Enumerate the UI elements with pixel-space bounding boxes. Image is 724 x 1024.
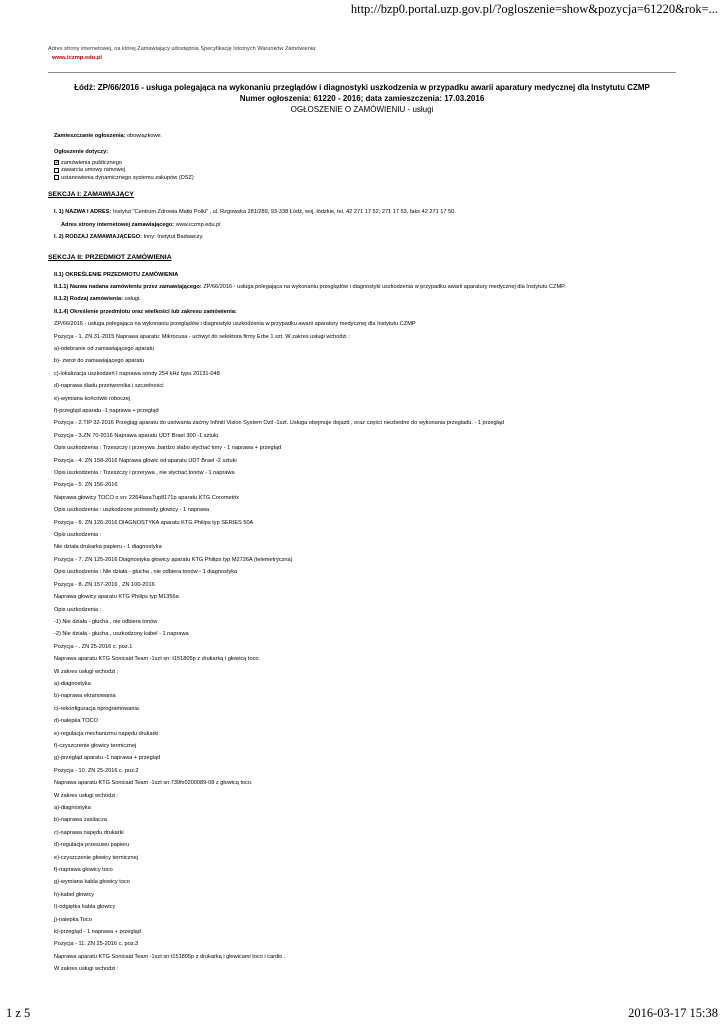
section2-heading: SEKCJA II: PRZEDMIOT ZAMÓWIENIA <box>48 253 172 261</box>
scope-line: Opis uszkodzenia : Nie działa - głucha , nie odbiera tonów - 1 diagnostyka <box>54 569 238 576</box>
siwz-url-link[interactable]: www.iczmp.edu.pl <box>52 55 103 61</box>
page-number: 1 z 5 <box>6 1006 31 1020</box>
scope-line: e)-regulacja mechanizmu napędu drukarki <box>54 730 159 737</box>
web-label: Adres strony internetowej zamawiającego: <box>61 221 175 228</box>
scope-line: ZP/66/2016 - usługa polegająca na wykonaniu przeglądów i diagnostyki uszkodzenia w przypadku awarii aparatury medycznej dla Instytutu CZMP <box>54 321 416 328</box>
ii12-row <box>54 293 674 305</box>
scope-line: Pozycja - 2.TIP 32-2016 Przegląg aparatu do usówania zaćmy Infiniti Vision System Ozil -1szt. Usługa obejmuje dojazd , oraz części niezbedne do wykonania przegladu. - 1 przegląd <box>54 420 505 427</box>
checkbox-checked-icon <box>54 160 59 165</box>
scope-line: c)-naprawa napędu drukarki <box>54 829 124 836</box>
scope-line: a)-diagnostyka <box>54 680 91 687</box>
scope-line: k)-przegląd - 1 naprawa + przegląd <box>54 929 141 936</box>
scope-line: Opis uszkodzenia : <box>54 532 102 539</box>
scope-line: W zakres usługi wchodzi : <box>54 792 119 799</box>
title-line2: Numer ogłoszenia: 61220 - 2016; data zamieszczenia: 17.03.2016 <box>239 94 485 103</box>
header-divider <box>48 72 676 73</box>
print-datetime: 2016-03-17 15:38 <box>628 1006 718 1020</box>
scope-line: Naprawa głowicy aparatu KTG Philips typ M1356a <box>54 594 179 601</box>
concerns-label: Ogłoszenie dotyczy: <box>54 149 109 156</box>
scope-line: e)-wymiana końcówki roboczej <box>54 395 131 402</box>
scope-line: Naprawa aparatu KTG Sonicaid Team -1szt sn:739fx0200089-08 z głowicą toco. <box>54 780 253 787</box>
concerns-option <box>54 174 674 182</box>
concerns-option <box>54 166 674 174</box>
scope-line: Naprawa głowicy TOCO o sn: 2264laxa7up8171p aparatu KTG Corometrix <box>54 494 240 501</box>
scope-line: Pozycja - . ZN 25-2016 c. poz.1 <box>54 643 133 650</box>
scope-line: Pozycja - 4. ZN 158-2016 Naprawa głowic od aparatu UDT Brael -2 sztuki <box>54 457 237 464</box>
checkbox-empty-icon <box>54 168 59 173</box>
scope-line: Pozycja - 10. ZN 25-2016 c. poz.2 <box>54 767 139 774</box>
scope-line: W zakres usługi wchodzi : <box>54 668 119 675</box>
section1-heading: SEKCJA I: ZAMAWIAJĄCY <box>48 191 134 199</box>
scope-line: Pozycja - 8. ZN 157-2016 , ZN 100-2016 <box>54 581 155 588</box>
i1-row <box>54 206 674 218</box>
scope-line: Opis uszkodzenia : Trzeszczy i przerywa ,bardzo słabo słychać tony - 1 naprawa + przegląd <box>54 445 282 452</box>
scope-line: f)-przegląd aparatu -1 naprawa + przegląd <box>54 408 159 414</box>
scope-line: f)-naprawa głowicy toco <box>54 867 113 874</box>
ii14-label: II.1.4) Określenie przedmiotu oraz wielkości lub zakresu zamówienia: <box>54 308 237 315</box>
scope-line: b)-naprawa ekranowania <box>54 693 116 700</box>
scope-line: d)-nalepka TOCO <box>54 718 98 725</box>
concerns-option <box>54 159 674 167</box>
notice-title <box>48 82 676 115</box>
scope-line: b)- zwrot do zamawiającego aparatu <box>54 358 145 365</box>
ii11-row <box>54 281 674 293</box>
scope-line: Pozycja - 11. ZN 25-2016 c. poz.3 <box>54 941 139 948</box>
scope-line: Pozycja - 7. ZN 125-2016 Diagnostyka głowicy aparatu KTG Philips typ M2726A (telemetryczna) <box>54 556 293 563</box>
scope-line: Naprawa aparatu KTG Sonicaid Team -1szt sn:t151805p z drukarką i głowicami toco i cardio . <box>54 953 286 960</box>
scope-line: Opis uszkodzenia : uszkodzone przewody głowicy - 1 naprawa <box>54 507 210 514</box>
scope-line: Opis uszkodzenia : <box>54 606 102 613</box>
scope-line: Pozycja - 6. ZN 126-2016 DIAGNOSTYKA aparatu KTG Philips typ SERIES 50A <box>54 519 254 526</box>
ii1-heading: II.1) OKREŚLENIE PRZEDMIOTU ZAMÓWIENIA <box>54 271 179 278</box>
scope-line: a)-odebranie od zamawiającego aparatu <box>54 345 155 352</box>
scope-line: c)-lokalizacja uszkodzeń I naprawa sondy 254 kHz typu 20131-048 <box>54 370 220 377</box>
notice-body <box>48 130 674 976</box>
scope-line: I)-odgiętka kabla głowicy <box>54 904 116 911</box>
scope-line: W zakres usługi wchodzi : <box>54 966 119 973</box>
scope-line: Pozycja - 1. ZN 31-2015 Naprawa aparatu: Mikrocusa - uchwyt do selektora firmy Erbe 1 szt. W zakres usługi wchodzi : <box>54 333 350 340</box>
scope-line: d)-naprawa śladu przetwornika i szczelności <box>54 383 164 390</box>
web-value: www.iczmp.edu.pl <box>175 221 221 228</box>
concerns-option-label: zawarcia umowy ramowej <box>61 167 126 174</box>
scope-line: Pozycja - 5. ZN 156-2016 <box>54 482 118 489</box>
scope-line: g)-przegląd aparatu -1 naprawa + przegląd <box>54 755 161 762</box>
scope-line: j)-nalepka Toco <box>54 916 92 923</box>
scope-line: Nie działa drukarka papieru - 1 diagnostyka <box>54 544 162 551</box>
siwz-note: Adres strony internetowej, na której Zamawiający udostępnia Specyfikację Istotnych Warunków Zamówienia: <box>48 46 317 52</box>
i1-value: Instytut "Centrum Zdrowia Matki Polki" , ul. Rzgowska 281/289, 93-338 Łódź, woj. łódzkie, tel. 42 271 17 52; 271 17 53, faks 42 271 17 50. <box>112 209 456 216</box>
scope-line: d)-regulacja przesuwu papieru <box>54 842 130 849</box>
scope-line: c)-rekonfiguracja oprogramowania <box>54 705 139 712</box>
scope-line: -1) Nie działa - głucha , nie odbiera tonów <box>54 618 158 625</box>
ii12-value: usługi. <box>124 296 141 303</box>
checkbox-empty-icon <box>54 175 59 180</box>
i1-label: I. 1) NAZWA I ADRES: <box>54 209 112 216</box>
i2-label: I. 2) RODZAJ ZAMAWIAJĄCEGO: <box>54 234 142 241</box>
title-line1: Łódź: ZP/66/2016 - usługa polegająca na wykonaniu przeglądów i diagnostyki uszkodzenia w przypadku awarii aparatury medycznej dla Instytutu CZMP <box>74 83 650 92</box>
scope-line: -2) Nie działa - głucha , uszkodzony kabel - 1 naprawa <box>54 631 189 638</box>
scope-line: a)-diagnostyka <box>54 805 91 811</box>
placement-value: obowiązkowe. <box>127 133 163 139</box>
concerns-option-label: zamówienia publicznego <box>61 159 122 166</box>
ii11-label: II.1.1) Nazwa nadana zamówieniu przez zamawiającego: <box>54 283 202 290</box>
ii11-value: ZP/66/2016 - usługa polegająca na wykonaniu przeglądów i diagnostyki uszkodzenia w przypadku awarii aparatury medycznej dla Instytutu CZMP. <box>203 283 566 290</box>
scope-line: e)-czyszczenie głowicy termicznej <box>54 854 138 861</box>
scope-line: b)-naprawa zasilacza <box>54 817 107 824</box>
concerns-option-label: ustanowienia dynamicznego systemu zakupów (DSZ) <box>61 174 194 181</box>
scope-line: Naprawa aparatu KTG Sonicaid Team -1szt sn: t151805p z drukarką i głowicą toco. <box>54 656 261 663</box>
scope-line: g)-wymiana kabla głowicy toco <box>54 879 130 886</box>
title-line3: OGŁOSZENIE O ZAMÓWIENIU - usługi <box>290 105 434 114</box>
scope-line: Opis uszkodzenia : Trzeszczy i przerywa , nie słychać tonów - 1 naprawa <box>54 470 235 477</box>
placement-row <box>54 130 674 142</box>
scope-lines <box>54 318 674 976</box>
i2-value: Inny: Instytut Badawczy. <box>143 234 204 241</box>
scope-line: Pozycja - 3.ZN 70-2016 Naprawa aparatu UDT Brael 300 -1 sztuki <box>54 432 219 439</box>
print-header-url: http://bzp0.portal.uzp.gov.pl/?ogloszenie=show&pozycja=61220&rok=... <box>350 2 718 16</box>
ii12-label: II.1.2) Rodzaj zamówienia: <box>54 296 124 303</box>
scope-line: f)-czyszczenie głowicy termicznej <box>54 742 137 749</box>
i2-row <box>54 231 674 243</box>
scope-line: h)-kabel głowicy <box>54 891 95 898</box>
placement-label: Zamieszczanie ogłoszenia: <box>54 133 126 139</box>
web-row <box>54 219 674 231</box>
